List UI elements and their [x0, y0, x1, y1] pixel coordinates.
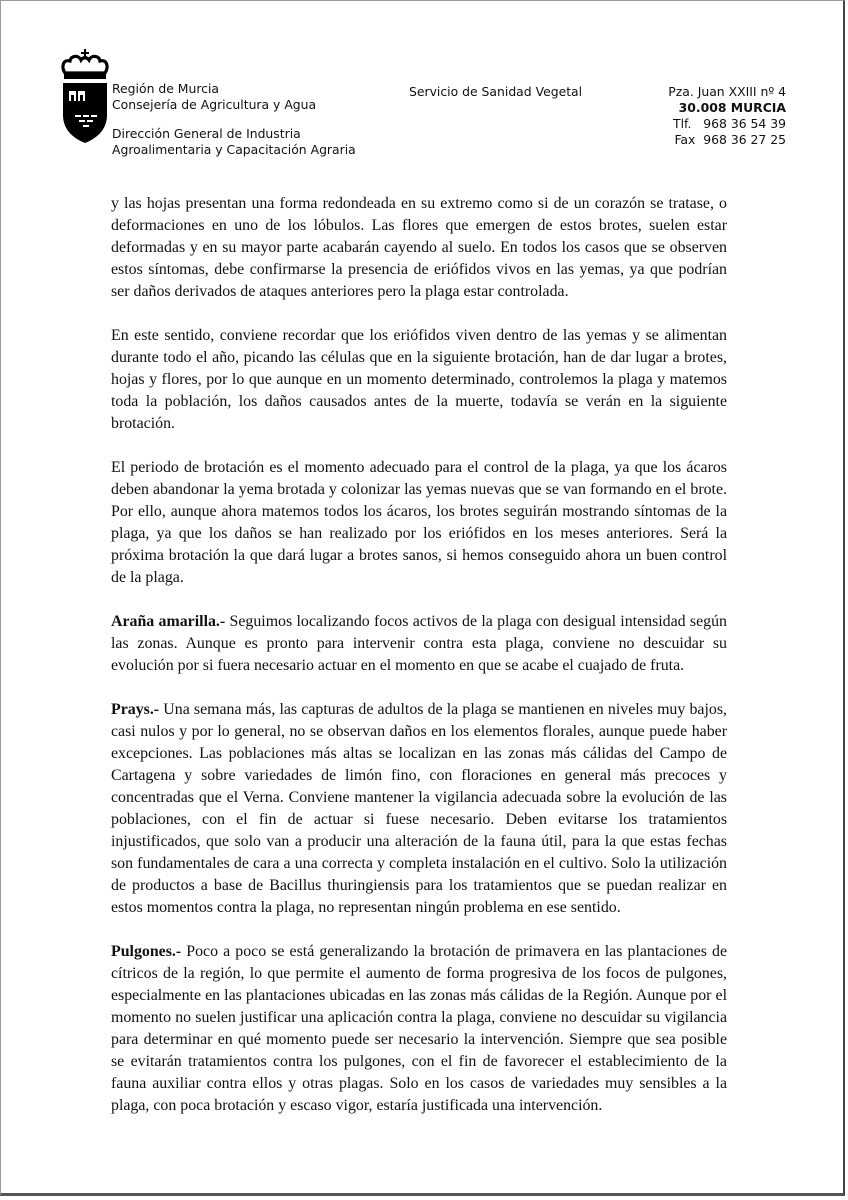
- paragraph: [111, 193, 727, 303]
- paragraph-heading: Prays.-: [111, 701, 160, 718]
- address-phone: Tlf. 968 36 54 39: [673, 116, 786, 131]
- header-service: Servicio de Sanidad Vegetal: [409, 84, 583, 99]
- paragraph-text: Una semana más, las capturas de adultos de la plaga se mantienen en niveles muy bajos, casi nulos y por lo general, no se observan daños en los elementos florales, aunque puede haber excepciones. Las poblaciones más altas se localizan en las zonas más cálidas del Campo de Cartagena y sobre variedades de limón fino, con floraciones en general más precoces y concentradas que el Verna. Conviene mantener la vigilancia adecuada sobre la evolución de las poblaciones, con el fin de actuar si fuese necesario. Deben evitarse los tratamientos injustificados, que solo van a producir una alteración de la fauna útil, para la que estas fechas son fundamentales de cara a una correcta y completa instalación en el cultivo. Solo la utilización de productos a base de Bacillus thuringiensis para los tratamientos que se puedan realizar en estos momentos contra la plaga, no representan ningún problema en ese sentido.: [111, 701, 727, 916]
- paragraph-text: En este sentido, conviene recordar que los eriófidos viven dentro de las yemas y se alimentan durante todo el año, picando las células que en la siguiente brotación, han de dar lugar a brotes, hojas y flores, por lo que aunque en un momento determinado, controlemos la plaga y matemos toda la población, los daños causados antes de la muerte, todavía se verán en la siguiente brotación.: [111, 327, 727, 432]
- address-city: 30.008 MURCIA: [678, 100, 786, 115]
- paragraph: [111, 457, 727, 589]
- paragraph-prays: [111, 699, 727, 919]
- org-council: Consejería de Agricultura y Agua: [112, 97, 317, 112]
- paragraph: [111, 325, 727, 435]
- paragraph-heading: Araña amarilla.-: [111, 613, 226, 630]
- paragraph-text: El periodo de brotación es el momento adecuado para el control de la plaga, ya que los ácaros deben abandonar la yema brotada y colonizar las yemas nuevas que se van formando en el brote. Por ello, aunque ahora matemos todos los ácaros, los brotes seguirán mostrando síntomas de la plaga, ya que los daños se han realizado por los eriófidos en los meses anteriores. Será la próxima brotación la que dará lugar a brotes sanos, si hemos conseguido ahora un buen control de la plaga.: [111, 459, 727, 586]
- paragraph-pulgones: [111, 941, 727, 1117]
- header-address: [601, 84, 786, 148]
- header-organization: [112, 81, 356, 158]
- document-body: [111, 193, 727, 1139]
- paragraph-text: y las hojas presentan una forma redondeada en su extremo como si de un corazón se tratase, o deformaciones en uno de los lóbulos. Las flores que emergen de estos brotes, suelen estar deformadas y en su mayor parte acabarán cayendo al suelo. En todos los casos que se observen estos síntomas, debe confirmarse la presencia de eriófidos vivos en las yemas, ya que podrían ser daños derivados de ataques anteriores pero la plaga estar controlada.: [111, 195, 727, 300]
- address-street: Pza. Juan XXIII nº 4: [668, 84, 786, 99]
- paragraph-heading: Pulgones.-: [111, 943, 182, 960]
- coat-of-arms-icon: [59, 49, 111, 143]
- paragraph-arana-amarilla: [111, 611, 727, 677]
- address-fax: Fax 968 36 27 25: [674, 132, 786, 147]
- paragraph-text: Seguimos localizando focos activos de la plaga con desigual intensidad según las zonas. Aunque es pronto para intervenir contra esta plaga, conviene no descuidar su evolución por si fuera necesario actuar en el momento en que se acabe el cuajado de fruta.: [111, 613, 727, 674]
- paragraph-text: Poco a poco se está generalizando la brotación de primavera en las plantaciones de cítricos de la región, lo que permite el aumento de forma progresiva de los focos de pulgones, especialmente en las plantaciones ubicadas en las zonas más cálidas de la Región. Aunque por el momento no suelen justificar una aplicación contra la plaga, conviene no descuidar su vigilancia para determinar en qué momento puede ser necesario la intervención. Siempre que sea posible se evitarán tratamientos contra los pulgones, con el fin de favorecer el establecimiento de la fauna auxiliar contra ellos y otras plagas. Solo en los casos de variedades muy sensibles a la plaga, con poca brotación y escaso vigor, estaría justificada una intervención.: [111, 943, 727, 1114]
- dept-line-1: Dirección General de Industria: [112, 126, 301, 141]
- dept-line-2: Agroalimentaria y Capacitación Agraria: [112, 142, 356, 157]
- org-name: Región de Murcia: [112, 81, 219, 96]
